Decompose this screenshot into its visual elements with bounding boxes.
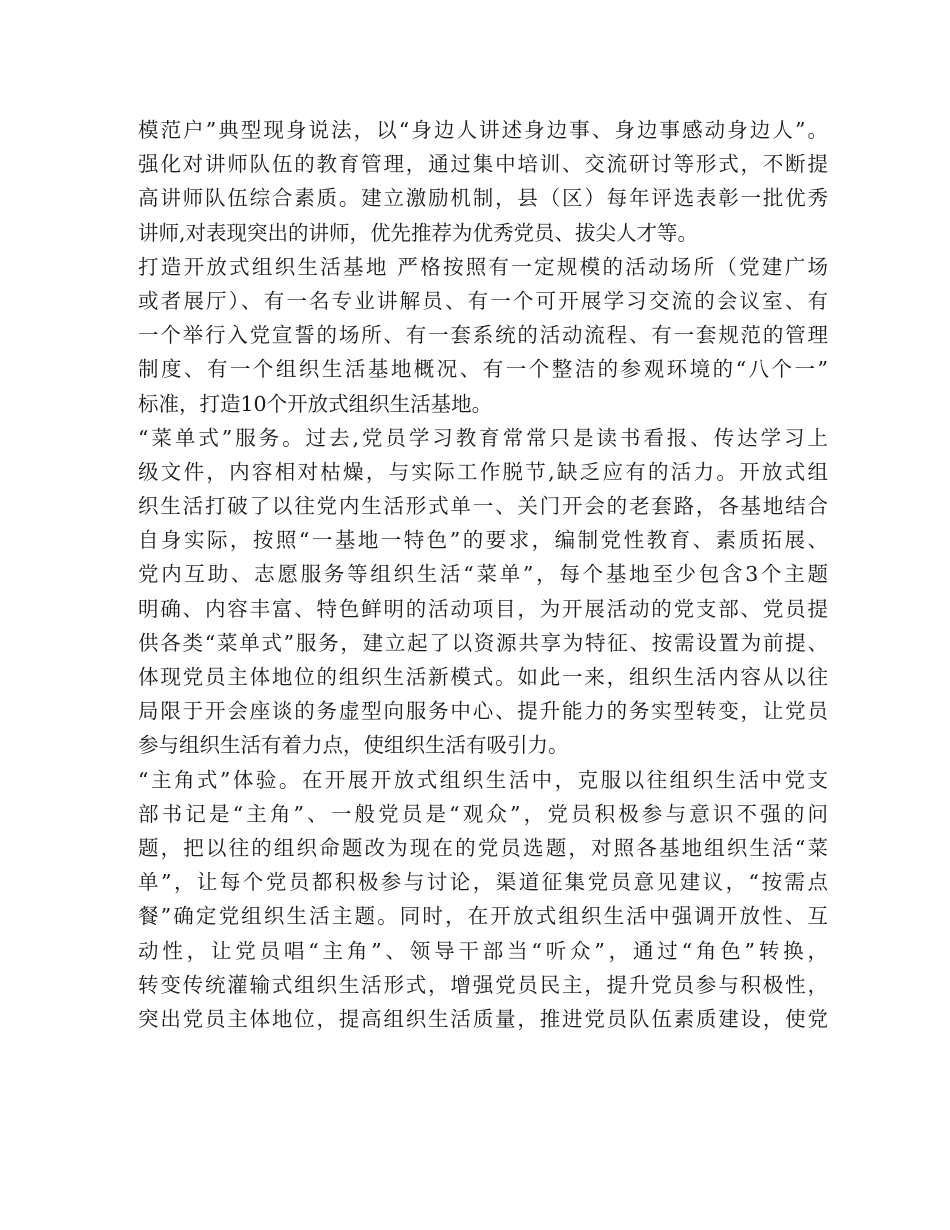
text-line: 餐”确定党组织生活主题。同时，在开放式组织生活中强调开放性、互 <box>138 904 828 929</box>
text-line: 级文件，内容相对枯燥，与实际工作脱节,缺乏应有的活力。开放式组 <box>138 459 828 484</box>
text-line: 高讲师队伍综合素质。建立激励机制，县（区）每年评选表彰一批优秀 <box>138 186 828 211</box>
text-line: 明确、内容丰富、特色鲜明的活动项目，为开展活动的党支部、党员提 <box>138 596 828 621</box>
text-line: “菜单式”服务。过去,党员学习教育常常只是读书看报、传达学习上 <box>138 425 828 450</box>
text-line: 一个举行入党宣誓的场所、有一套系统的活动流程、有一套规范的管理 <box>138 323 828 348</box>
text-line: 强化对讲师队伍的教育管理，通过集中培训、交流研讨等形式，不断提 <box>138 152 828 177</box>
text-line: 自身实际，按照“一基地一特色”的要求，编制党性教育、素质拓展、 <box>138 528 828 553</box>
text-line: 制度、有一个组织生活基地概况、有一个整洁的参观环境的“八个一” <box>138 357 828 382</box>
text-line: 供各类“菜单式”服务，建立起了以资源共享为特征、按需设置为前提、 <box>138 630 828 655</box>
text-line: 模范户”典型现身说法，以“身边人讲述身边事、身边事感动身边人”。 <box>138 118 828 142</box>
text-line: 党内互助、志愿服务等组织生活“菜单”，每个基地至少包含3个主题 <box>138 562 828 587</box>
text-line: 参与组织生活有着力点，使组织生活有吸引力。 <box>138 733 569 758</box>
text-line: 部书记是“主角”、一般党员是“观众”，党员积极参与意识不强的问 <box>138 801 828 826</box>
text-line: “主角式”体验。在开展开放式组织生活中，克服以往组织生活中党支 <box>138 767 828 792</box>
body-text <box>138 113 828 1036</box>
text-line: 动性，让党员唱“主角”、领导干部当“听众”，通过“角色”转换， <box>138 938 828 963</box>
text-line: 或者展厅）、有一名专业讲解员、有一个可开展学习交流的会议室、有 <box>138 288 828 313</box>
text-line: 局限于开会座谈的务虚型向服务中心、提升能力的务实型转变，让党员 <box>138 699 828 724</box>
text-line: 体现党员主体地位的组织生活新模式。如此一来，组织生活内容从以往 <box>138 665 828 689</box>
text-line: 标准，打造10个开放式组织生活基地。 <box>138 391 493 416</box>
text-line: 单”，让每个党员都积极参与讨论，渠道征集党员意见建议，“按需点 <box>138 870 828 895</box>
text-line: 突出党员主体地位，提高组织生活质量，推进党员队伍素质建设，使党 <box>138 1006 828 1031</box>
text-line: 打造开放式组织生活基地 严格按照有一定规模的活动场所（党建广场 <box>138 254 828 279</box>
text-line: 讲师,对表现突出的讲师，优先推荐为优秀党员、拔尖人才等。 <box>138 220 699 245</box>
text-line: 织生活打破了以往党内生活形式单一、关门开会的老套路，各基地结合 <box>138 494 828 519</box>
text-line: 题，把以往的组织命题改为现在的党员选题，对照各基地组织生活“菜 <box>138 835 828 860</box>
text-line: 转变传统灌输式组织生活形式，增强党员民主，提升党员参与积极性， <box>138 972 828 997</box>
